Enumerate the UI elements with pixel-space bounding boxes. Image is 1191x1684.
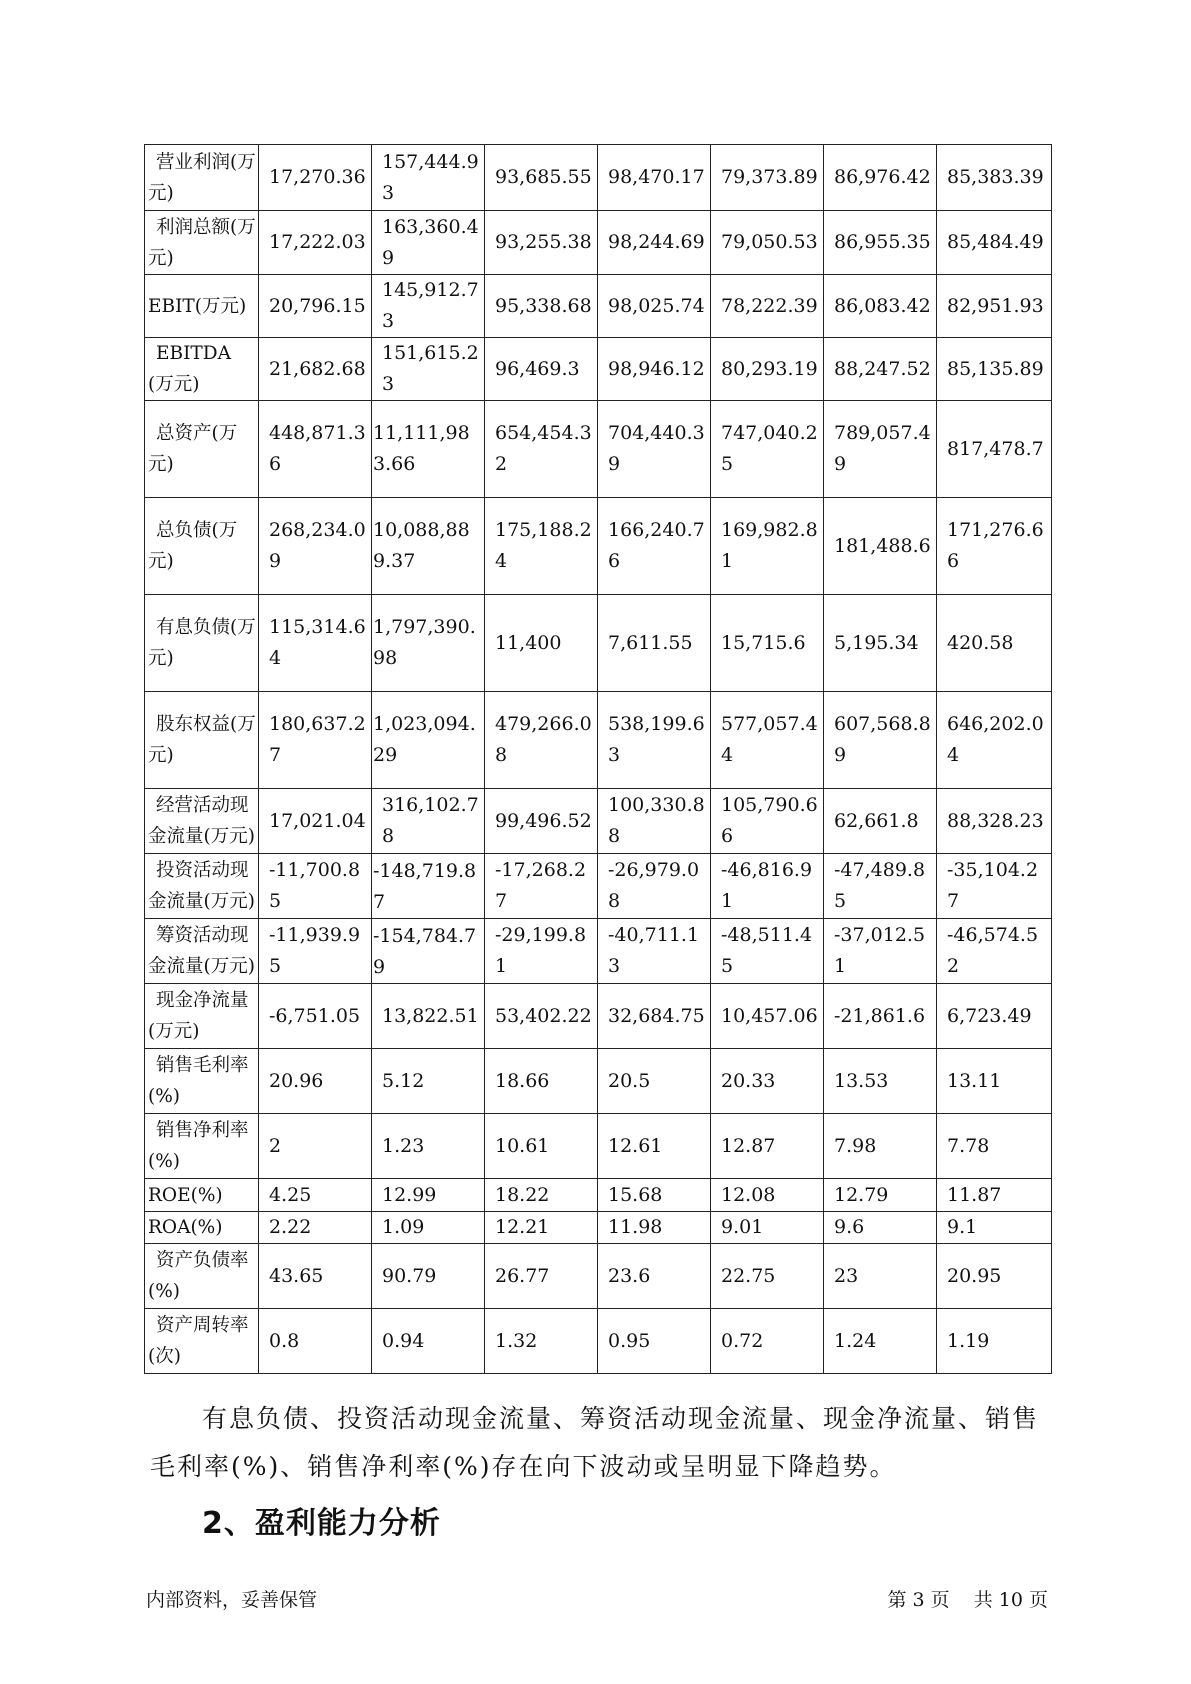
table-cell: 11,111,983.66: [372, 401, 485, 498]
table-cell: 420.58: [937, 595, 1052, 692]
table-cell: 316,102.78: [372, 789, 485, 854]
table-cell: 79,050.53: [711, 211, 824, 275]
table-cell: 20.95: [937, 1244, 1052, 1309]
table-cell: 13.53: [824, 1049, 937, 1114]
table-cell: 11.87: [937, 1179, 1052, 1212]
table-cell: 53,402.22: [485, 984, 598, 1049]
row-label-cell: [145, 1179, 259, 1212]
table-row: [145, 211, 1052, 275]
row-label-cell: [145, 338, 259, 401]
table-cell: 90.79: [372, 1244, 485, 1309]
table-cell: 538,199.63: [598, 692, 711, 789]
row-label: 营业利润(万元): [148, 151, 256, 204]
table-cell: 78,222.39: [711, 275, 824, 338]
table-row: [145, 1244, 1052, 1309]
row-label-cell: [145, 1309, 259, 1374]
table-cell: 80,293.19: [711, 338, 824, 401]
table-cell: 747,040.25: [711, 401, 824, 498]
table-row: [145, 1179, 1052, 1212]
table-body: [145, 145, 1052, 1374]
table-cell: 62,661.8: [824, 789, 937, 854]
table-cell: -46,816.91: [711, 854, 824, 919]
table-row: [145, 498, 1052, 595]
table-cell: 577,057.44: [711, 692, 824, 789]
table-cell: 88,247.52: [824, 338, 937, 401]
table-cell: 98,244.69: [598, 211, 711, 275]
row-label: 资产负债率(%): [148, 1250, 249, 1302]
table-cell: -11,700.85: [259, 854, 372, 919]
table-cell: -35,104.27: [937, 854, 1052, 919]
table-cell: 98,025.74: [598, 275, 711, 338]
row-label: 股东权益(万元): [148, 714, 256, 766]
row-label-cell: [145, 692, 259, 789]
table-cell: 0.8: [259, 1309, 372, 1374]
table-cell: 12.08: [711, 1179, 824, 1212]
table-cell: 11.98: [598, 1212, 711, 1244]
table-cell: 105,790.66: [711, 789, 824, 854]
row-label-cell: [145, 854, 259, 919]
table-cell: 20.96: [259, 1049, 372, 1114]
table-row: [145, 1114, 1052, 1179]
table-cell: 9.01: [711, 1212, 824, 1244]
table-cell: 0.95: [598, 1309, 711, 1374]
table-row: [145, 1212, 1052, 1244]
table-cell: 448,871.36: [259, 401, 372, 498]
row-label-cell: [145, 789, 259, 854]
table-row: [145, 338, 1052, 401]
table-cell: 12.87: [711, 1114, 824, 1179]
table-cell: 98,470.17: [598, 145, 711, 211]
table-cell: 20,796.15: [259, 275, 372, 338]
table-row: [145, 692, 1052, 789]
table-row: [145, 145, 1052, 211]
row-label-cell: [145, 145, 259, 211]
table-cell: 5.12: [372, 1049, 485, 1114]
row-label: 资产周转率(次): [148, 1315, 249, 1367]
table-cell: 817,478.7: [937, 401, 1052, 498]
footer-page-indicator: [885, 1585, 1051, 1612]
table-cell: 11,400: [485, 595, 598, 692]
table-cell: 175,188.24: [485, 498, 598, 595]
table-cell: 86,083.42: [824, 275, 937, 338]
total-prefix: 共: [973, 1589, 993, 1611]
table-cell: 15.68: [598, 1179, 711, 1212]
table-cell: 10,457.06: [711, 984, 824, 1049]
table-cell: 93,255.38: [485, 211, 598, 275]
table-cell: 7.98: [824, 1114, 937, 1179]
row-label-cell: [145, 919, 259, 984]
table-row: [145, 595, 1052, 692]
table-row: [145, 1309, 1052, 1374]
row-label-cell: [145, 1244, 259, 1309]
table-cell: -40,711.13: [598, 919, 711, 984]
table-cell: 12.99: [372, 1179, 485, 1212]
table-cell: 4.25: [259, 1179, 372, 1212]
table-cell: 98,946.12: [598, 338, 711, 401]
table-cell: 789,057.49: [824, 401, 937, 498]
table-row: [145, 984, 1052, 1049]
table-cell: -148,719.87: [372, 854, 485, 919]
table-cell: 181,488.6: [824, 498, 937, 595]
row-label: 销售净利率(%): [148, 1120, 249, 1172]
table-cell: 79,373.89: [711, 145, 824, 211]
table-row: [145, 789, 1052, 854]
table-cell: 0.72: [711, 1309, 824, 1374]
table-cell: 13,822.51: [372, 984, 485, 1049]
table-cell: -48,511.45: [711, 919, 824, 984]
table-cell: -47,489.85: [824, 854, 937, 919]
row-label: EBITDA(万元): [148, 343, 231, 395]
table-cell: 86,955.35: [824, 211, 937, 275]
row-label: 现金净流量(万元): [148, 990, 249, 1042]
table-cell: 1,797,390.98: [372, 595, 485, 692]
table-cell: 2.22: [259, 1212, 372, 1244]
table-cell: -17,268.27: [485, 854, 598, 919]
table-cell: -37,012.51: [824, 919, 937, 984]
table-cell: 1.23: [372, 1114, 485, 1179]
table-cell: 17,270.36: [259, 145, 372, 211]
table-cell: 12.79: [824, 1179, 937, 1212]
table-cell: 0.94: [372, 1309, 485, 1374]
row-label: ROA(%): [148, 1217, 223, 1238]
table-cell: 43.65: [259, 1244, 372, 1309]
table-cell: 32,684.75: [598, 984, 711, 1049]
table-cell: 6,723.49: [937, 984, 1052, 1049]
table-cell: -46,574.52: [937, 919, 1052, 984]
row-label: 利润总额(万元): [148, 216, 256, 269]
row-label-cell: [145, 595, 259, 692]
table-cell: 17,021.04: [259, 789, 372, 854]
table-cell: -21,861.6: [824, 984, 937, 1049]
table-cell: 23: [824, 1244, 937, 1309]
row-label-cell: [145, 401, 259, 498]
table-cell: 9.6: [824, 1212, 937, 1244]
row-label: 有息负债(万元): [148, 617, 256, 669]
table-cell: 7,611.55: [598, 595, 711, 692]
table-cell: -26,979.08: [598, 854, 711, 919]
footer-confidential-note: 内部资料，妥善保管: [146, 1589, 318, 1611]
table-cell: 23.6: [598, 1244, 711, 1309]
table-cell: 85,383.39: [937, 145, 1052, 211]
table-cell: 13.11: [937, 1049, 1052, 1114]
table-row: [145, 1049, 1052, 1114]
table-cell: 1,023,094.29: [372, 692, 485, 789]
row-label-cell: [145, 1049, 259, 1114]
table-row: [145, 854, 1052, 919]
table-cell: 82,951.93: [937, 275, 1052, 338]
row-label-cell: [145, 275, 259, 338]
table-cell: 151,615.23: [372, 338, 485, 401]
table-cell: 12.21: [485, 1212, 598, 1244]
table-cell: 2: [259, 1114, 372, 1179]
table-cell: 163,360.49: [372, 211, 485, 275]
page-prefix: 第: [887, 1589, 907, 1611]
table-cell: 18.66: [485, 1049, 598, 1114]
row-label: 经营活动现金流量(万元): [148, 795, 255, 847]
table-cell: -6,751.05: [259, 984, 372, 1049]
table-cell: 86,976.42: [824, 145, 937, 211]
page-unit: 页: [930, 1589, 950, 1611]
table-cell: 607,568.89: [824, 692, 937, 789]
table-cell: 93,685.55: [485, 145, 598, 211]
table-cell: 7.78: [937, 1114, 1052, 1179]
table-cell: -29,199.81: [485, 919, 598, 984]
table-cell: 15,715.6: [711, 595, 824, 692]
total-unit: 页: [1028, 1589, 1048, 1611]
table-cell: 12.61: [598, 1114, 711, 1179]
row-label: 销售毛利率(%): [148, 1055, 249, 1107]
table-cell: 479,266.08: [485, 692, 598, 789]
row-label-cell: [145, 984, 259, 1049]
table-cell: 96,469.3: [485, 338, 598, 401]
total-pages: 10: [998, 1589, 1023, 1611]
table-row: [145, 275, 1052, 338]
table-cell: 1.09: [372, 1212, 485, 1244]
row-label-cell: [145, 1212, 259, 1244]
row-label: 筹资活动现金流量(万元): [148, 925, 255, 977]
table-cell: 654,454.32: [485, 401, 598, 498]
section-heading: 2、盈利能力分析: [202, 1506, 441, 1541]
table-cell: 18.22: [485, 1179, 598, 1212]
row-label: EBIT(万元): [148, 295, 247, 317]
table-cell: 20.33: [711, 1049, 824, 1114]
table-row: [145, 919, 1052, 984]
table-cell: -154,784.79: [372, 919, 485, 984]
table-cell: 10.61: [485, 1114, 598, 1179]
table-cell: 145,912.73: [372, 275, 485, 338]
row-label: 总资产(万元): [148, 423, 238, 475]
row-label: 总负债(万元): [148, 520, 238, 572]
table-row: [145, 401, 1052, 498]
table-cell: 1.32: [485, 1309, 598, 1374]
row-label-cell: [145, 1114, 259, 1179]
table-cell: 99,496.52: [485, 789, 598, 854]
table-cell: -11,939.95: [259, 919, 372, 984]
table-cell: 10,088,889.37: [372, 498, 485, 595]
table-cell: 180,637.27: [259, 692, 372, 789]
table-cell: 166,240.76: [598, 498, 711, 595]
financial-data-table: [144, 144, 1052, 1374]
table-cell: 171,276.66: [937, 498, 1052, 595]
table-cell: 115,314.64: [259, 595, 372, 692]
table-cell: 9.1: [937, 1212, 1052, 1244]
row-label-cell: [145, 211, 259, 275]
table-cell: 268,234.09: [259, 498, 372, 595]
table-cell: 20.5: [598, 1049, 711, 1114]
table-cell: 169,982.81: [711, 498, 824, 595]
row-label: 投资活动现金流量(万元): [148, 860, 255, 912]
table-cell: 100,330.88: [598, 789, 711, 854]
table-cell: 22.75: [711, 1244, 824, 1309]
table-cell: 17,222.03: [259, 211, 372, 275]
table-cell: 85,135.89: [937, 338, 1052, 401]
table-cell: 21,682.68: [259, 338, 372, 401]
table-cell: 95,338.68: [485, 275, 598, 338]
table-cell: 157,444.93: [372, 145, 485, 211]
table-cell: 1.24: [824, 1309, 937, 1374]
table-cell: 26.77: [485, 1244, 598, 1309]
row-label: ROE(%): [148, 1184, 223, 1206]
page-number: 3: [912, 1589, 925, 1611]
table-cell: 704,440.39: [598, 401, 711, 498]
table-cell: 646,202.04: [937, 692, 1052, 789]
table-cell: 85,484.49: [937, 211, 1052, 275]
table-cell: 88,328.23: [937, 789, 1052, 854]
table-cell: 1.19: [937, 1309, 1052, 1374]
row-label-cell: [145, 498, 259, 595]
analysis-paragraph: 有息负债、投资活动现金流量、筹资活动现金流量、现金净流量、销售毛利率(%)、销售净利率(%)存在向下波动或呈明显下降趋势。: [150, 1404, 1040, 1481]
table-cell: 5,195.34: [824, 595, 937, 692]
